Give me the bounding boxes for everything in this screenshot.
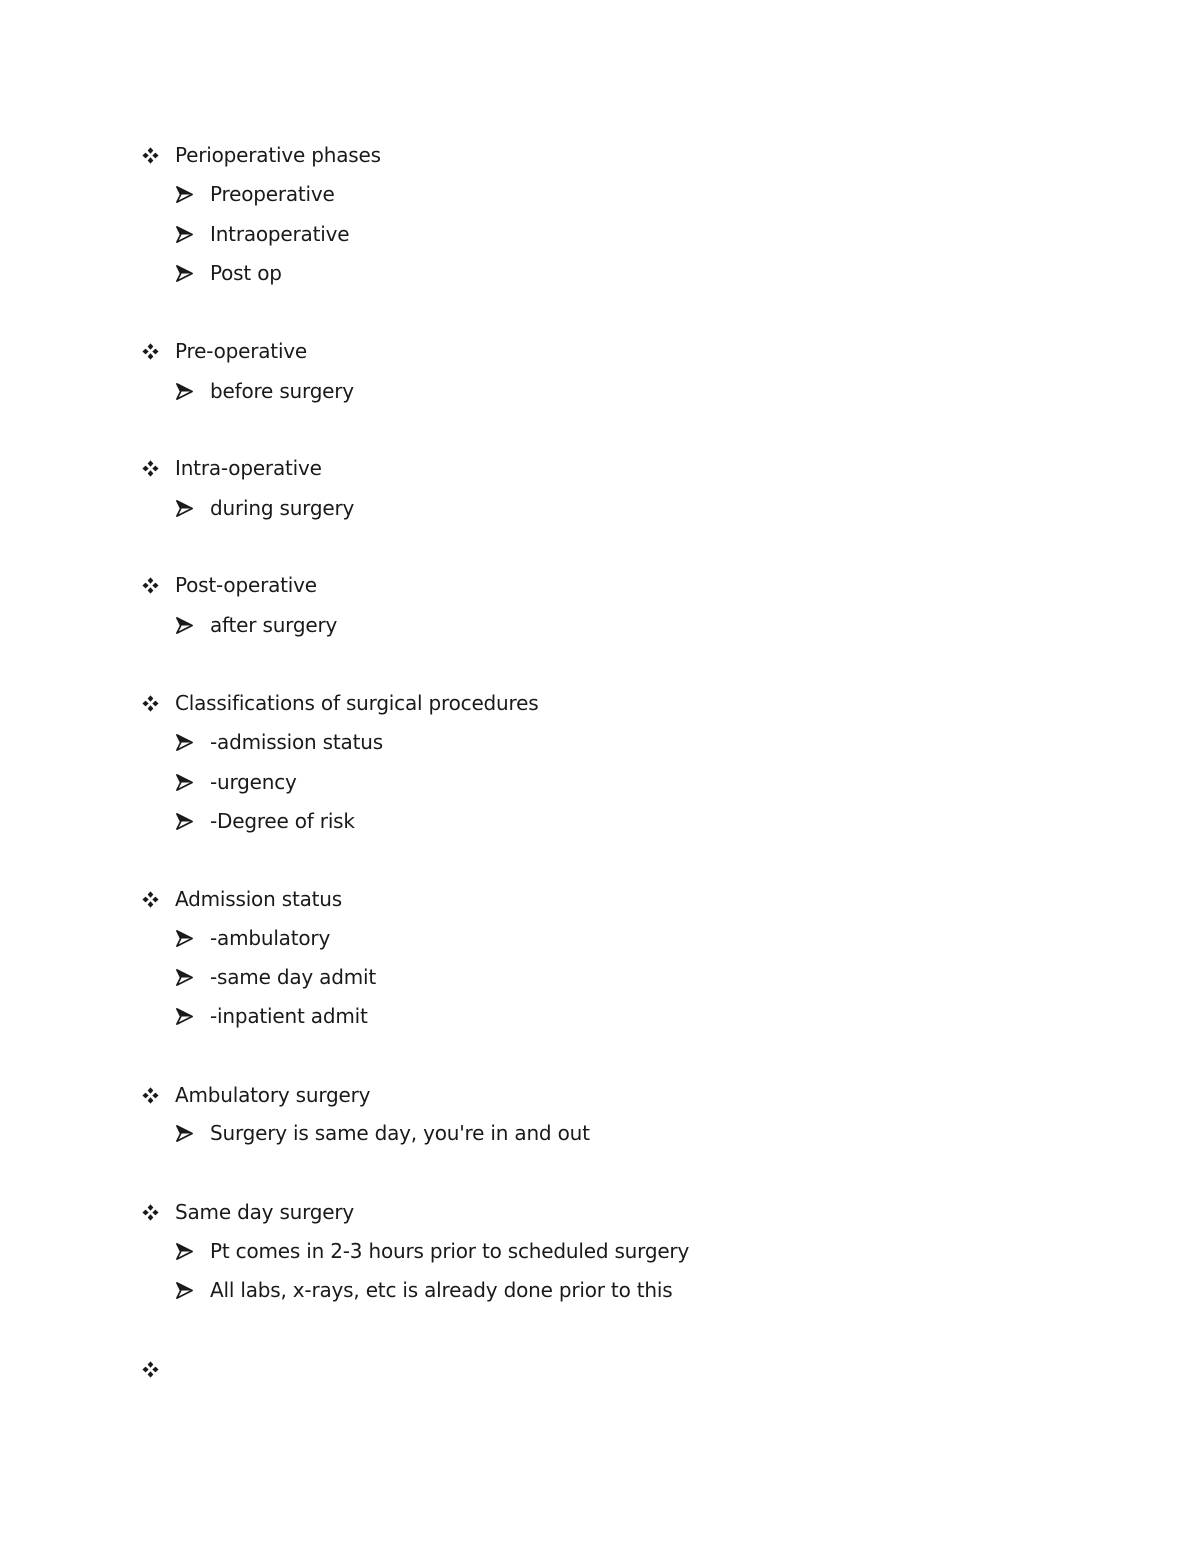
bullet-text: -Degree of risk	[210, 809, 355, 833]
sub-bullet-item	[175, 1275, 672, 1305]
bullet-text: Post op	[210, 261, 282, 285]
bullet-item	[141, 884, 342, 914]
sub-bullet-item	[175, 1001, 368, 1031]
four-diamond-bullet-icon	[141, 459, 160, 478]
sub-bullet-item	[175, 179, 335, 209]
bullet-text: Post-operative	[175, 573, 317, 597]
four-diamond-bullet-icon	[141, 1360, 160, 1379]
bullet-item	[141, 336, 307, 366]
arrowhead-bullet-icon	[175, 1124, 194, 1143]
four-diamond-bullet-icon	[141, 342, 160, 361]
bullet-text: Pre-operative	[175, 339, 308, 363]
bullet-text: Same day surgery	[175, 1200, 355, 1224]
sub-bullet-item	[175, 767, 297, 797]
sub-bullet-item	[175, 219, 349, 249]
arrowhead-bullet-icon	[175, 185, 194, 204]
bullet-text: Classifications of surgical procedures	[175, 691, 539, 715]
sub-bullet-item	[175, 258, 282, 288]
arrowhead-bullet-icon	[175, 382, 194, 401]
arrowhead-bullet-icon	[175, 733, 194, 752]
bullet-text: -admission status	[210, 730, 383, 754]
bullet-text: Pt comes in 2-3 hours prior to scheduled surgery	[210, 1239, 690, 1263]
four-diamond-bullet-icon	[141, 890, 160, 909]
arrowhead-bullet-icon	[175, 773, 194, 792]
bullet-item	[141, 453, 322, 483]
bullet-text: All labs, x-rays, etc is already done prior to this	[210, 1278, 673, 1302]
bullet-text: Intraoperative	[210, 222, 350, 246]
bullet-text: -same day admit	[210, 965, 377, 989]
bullet-text: Intra-operative	[175, 456, 322, 480]
four-diamond-bullet-icon	[141, 1086, 160, 1105]
four-diamond-bullet-icon	[141, 576, 160, 595]
arrowhead-bullet-icon	[175, 1242, 194, 1261]
bullet-text: -ambulatory	[210, 926, 331, 950]
bullet-item	[141, 570, 317, 600]
bullet-text: -inpatient admit	[210, 1004, 368, 1028]
four-diamond-bullet-icon	[141, 694, 160, 713]
arrowhead-bullet-icon	[175, 812, 194, 831]
bullet-text: Admission status	[175, 887, 342, 911]
arrowhead-bullet-icon	[175, 499, 194, 518]
arrowhead-bullet-icon	[175, 264, 194, 283]
arrowhead-bullet-icon	[175, 616, 194, 635]
arrowhead-bullet-icon	[175, 225, 194, 244]
sub-bullet-item	[175, 1236, 689, 1266]
bullet-item	[141, 140, 381, 170]
arrowhead-bullet-icon	[175, 1281, 194, 1300]
bullet-item	[141, 1080, 370, 1110]
bullet-item	[141, 688, 538, 718]
sub-bullet-item	[175, 962, 376, 992]
bullet-text: Surgery is same day, you're in and out	[210, 1121, 590, 1145]
arrowhead-bullet-icon	[175, 968, 194, 987]
bullet-item	[141, 1354, 175, 1384]
bullet-text: after surgery	[210, 613, 338, 637]
bullet-item	[141, 1197, 354, 1227]
bullet-text: -urgency	[210, 770, 297, 794]
bullet-text: during surgery	[210, 496, 355, 520]
sub-bullet-item	[175, 727, 383, 757]
sub-bullet-item	[175, 376, 354, 406]
bullet-text: Preoperative	[210, 182, 335, 206]
sub-bullet-item	[175, 806, 355, 836]
sub-bullet-item	[175, 923, 330, 953]
arrowhead-bullet-icon	[175, 1007, 194, 1026]
bullet-text: Perioperative phases	[175, 143, 381, 167]
bullet-text: before surgery	[210, 379, 354, 403]
sub-bullet-item	[175, 493, 354, 523]
arrowhead-bullet-icon	[175, 929, 194, 948]
sub-bullet-item	[175, 610, 337, 640]
bullet-text: Ambulatory surgery	[175, 1083, 371, 1107]
sub-bullet-item	[175, 1118, 590, 1148]
four-diamond-bullet-icon	[141, 1203, 160, 1222]
four-diamond-bullet-icon	[141, 146, 160, 165]
